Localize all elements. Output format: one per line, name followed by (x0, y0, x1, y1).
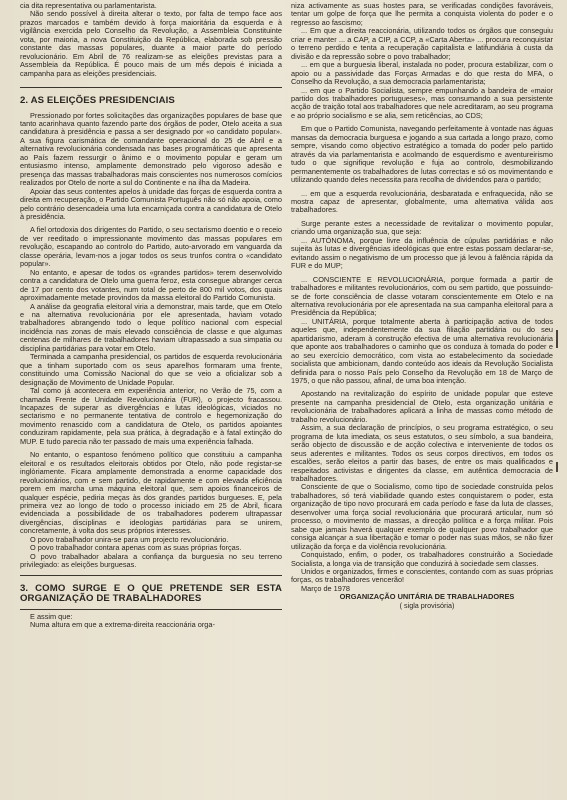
paragraph: O povo trabalhador abalara a confiança da burguesia no seu terreno privilegiado: as eleições burguesas. (20, 551, 282, 570)
paragraph: E assim que: (30, 611, 73, 621)
intro-paragraph: Não sendo possível à direita alterar o texto, por falta de tempo face aos prazos marcados e também devido à força maioritária da esquerda e à vigilância exercida pelo Conselho da Revolução, a Assembleia Constituinte vota, por maioria, a nova Constituição da República, elaborada sob pressão constante das massas populares, duante a maior parte do período revolucionário. Em Abril de 76 realizam-se as eleições previstas para a Assembleia da República. É pouco mais de um mês depois é iniciada a campanha para as eleições presidenciais. (20, 9, 282, 78)
section-divider (20, 575, 282, 576)
paragraph: A fiel ortodoxia dos dirigentes do Partido, o seu sectarismo doentio e o receio de ver reeditado o impressionante movimento das massas populares em revolução, escapando ao controlo do Partido, auto-arvorado em vanguarda da classe operária, levam-nos a jogar todos os seus trunfos contra o «candidato popular». (20, 225, 282, 269)
paragraph: ... em que a burguesia liberal, instalada no poder, procura estabilizar, com o apoio ou a passividade das Forças Armadas e do que resta do MFA, o Conselho da Revolução, a sua democracia parlamentarista; (291, 60, 553, 87)
paragraph: Apostando na revitalização do espírito de unidade popular que esteve presente na campanha presidencial de Otelo, esta organização unitária e revolucionária de trabalhadores aplicará a linha de massas como método de trabalho revolucionário. (291, 389, 553, 424)
section-2-heading: 2. AS ELEIÇÕES PRESIDENCIAIS (20, 95, 175, 107)
paragraph: ... UNITÁRIA, porque totalmente aberta à participação activa de todos aqueles que, independentemente da sua filiação partidária ou do seu apartidarismo, aderam à construção efectiva de uma alternativa revolucionária que aponte aos trabalhadores o caminho que os conduza à tomada do poder e ao seu exercício democrático, com vista ao estabelecimento da sociedade socialista que ambicionam, dando conteúdo aos ideais da Revolução Socialista definida para o nosso País pelo Conselho da Revolução em 18 de Março de 1975, o que não passou, afinal, de uma boa intenção. (291, 316, 553, 386)
paragraph: Assim, a sua declaração de princípios, o seu programa estratégico, o seu programa de luta imediata, os seus estatutos, o seu símbolo, a sua bandeira, serão objecto de discussão e de acção colectiva e interveniente de todos os seus aderentes e militantes. Todos os seus corpos directivos, em todos os escalões, serão eleitos a partir das bases, de entre os mais qualificados e respeitados activistas e dirigentes da classe, em autêntica democracia de trabalhadores. (291, 423, 553, 484)
paragraph: ... AUTÓNOMA, porque livre da influência de cúpulas partidárias e não sujeita às lutas e divergências ideológicas que entre estas possam declarar-se, evitando assim o negativismo de um processo que já levou à falência rápida da FUR e do MUP; (291, 235, 553, 271)
paragraph: No entanto, e apesar de todos os «grandes partidos» terem desenvolvido contra a candidatura de Otelo uma guerra feroz, esta consegue abranger cerca de 17 por cento dos votantes, num total de perto de 800 mil votos, dos quais aproximadamente metade provindos da massa eleitoral do Partido Comunista. (20, 267, 282, 303)
document-date: Março de 1978 (301, 583, 350, 593)
paragraph: niza activamente as suas hostes para, se verificadas condições favoráveis, tentar um golpe de força que lhe permita a conquista violenta do poder e o regresso ao fascismo; (291, 1, 553, 27)
paragraph: Conquistado, enfim, o poder, os trabalhadores construirão a Sociedade Socialista, a longa via de transição que conduzirá à sociedade sem classes. (291, 550, 553, 568)
paragraph: Numa altura em que a extrema-direita reaccionária orga- (30, 620, 215, 630)
section-divider (20, 87, 282, 88)
paragraph: Surge perante estes a necessidade de revitalizar o movimento popular, criando uma organização sua, que seja: (291, 218, 553, 237)
margin-mark (556, 330, 558, 348)
paragraph: A análise da geografia eleitoral viria a demonstrar, mais tarde, que em Otelo e na alternativa revolucionária por ele apresentada, haviam votado trabalhadores abrangendo todo o leque político nacional com especial incidência nas zonas de mais elevado consciência de classe e que algumas centenas de milhares de trabalhadores haviam ultrapassado a sua simpatia ou disciplina partidárias para votar em Otelo. (20, 301, 282, 353)
paragraph: Terminada a campanha presidencial, os partidos de esquerda revolucionária que a tinham suportado com os seus aparelhos formaram uma frente, constituindo uma Comissão Nacional do que se veio a oficializar sob a designação de Movimento de Unidade Popular. (20, 352, 282, 387)
margin-mark (556, 462, 558, 472)
signature-subtitle: ( sigla provisória) (399, 600, 455, 610)
paragraph: O povo trabalhador unira-se para um projecto revolucionário. (30, 534, 229, 544)
paragraph: Consciente de que o Socialismo, como tipo de sociedade construída pelos trabalhadores, só terá viabilidade quando estes conquistarem o poder, esta organização de tipo novo procurará em cada período e fase da luta de classes, desenvolver uma força social revolucionária que procurará articular, num só processo, o movimento de massas, a direcção política e a força militar. Pois sabe que jamais haverá qualquer exemplo de qualquer povo trabalhador que consiga alcançar a sua libertação e tomar o poder nas suas mãos, se não fizer utilização da força e da violência revolucionária. (291, 482, 553, 551)
paragraph: Pressionado por fortes solicitações das organizações populares de base que tanto acarinhava quanto fazendo parte dos órgãos de poder, Otelo aceita a sua candidatura à presidência e passa a ser designado por «o candidato popular». A sua figura carismática de comandante operacional do 25 de Abril e a alternativa revolucionária condensada nas bases programáticas que apresenta ao País fazem ressurgir o ânimo e o movimento popular e geram um entusiasmo intenso, amplamente demonstrado pelo vigoroso adesão e presença das massas trabalhadoras mais conscientes nos numerosos comícios realizados por Otelo de norte a sul do Continente e na ilha da Madeira. (20, 110, 282, 188)
right-column (291, 2, 553, 800)
paragraph: O povo trabalhador contara apenas com as suas próprias forças. (30, 543, 242, 553)
left-column (20, 2, 282, 800)
intro-line: cia dita representativa ou parlamentarista. (20, 1, 157, 10)
paragraph: ... em que o Partido Socialista, sempre empunhando a bandeira de «maior partido dos trabalhadores portugueses», mas consumando a sua persistente acção de traição total aos trabalhadores que nele acreditaram, ao seu programa e ao próprio socialismo e se alia, sem reticências, ao CDS; (291, 85, 553, 120)
paragraph: ... CONSCIENTE E REVOLUCIONÁRIA, porque formada a partir de trabalhadores e militantes revolucionários, com ou sem partido, que possuindo-se de forte consciência de classe votaram conscientemente em Otelo e na alternativa revolucionária por ele apresentada na sua campanha eleitoral para a Presidência da República; (291, 274, 553, 318)
paragraph: ... em que a esquerda revolucionária, desbaratada e enfraquecida, não se mostra capaz de apresentar, globalmente, uma alternativa válida aos trabalhadores. (291, 188, 553, 215)
paragraph: No entanto, o espantoso fenómeno político que constituiu a campanha eleitoral e os resultados eleitorais obtidos por Otelo, não pode registar-se inglòriamente. Ficara amplamente demonstrada a enorme capacidade dos revolucionários, com e sem partido, de rapidamente e com elevada eficiência porem em marcha uma máquina eleitoral que, sem apoios financeiros de qualquer espécie, pediria meças às dos grandes partidos burgueses. E, pela primeira vez ao longo de todo o processo iniciado em 25 de Abril, ficara evidenciada a possibilidade de os trabalhadores poderem ultrapassar divergências, disciplinas e ideologias partidárias para se unirem, concretamente, à volta dos seus próprios interesses. (20, 450, 282, 536)
paragraph: Apoiar das seus contentes apelos à unidade das forças de esquerda contra a direita em recuperação, o Partido Comunista Português não só não apoia, como pelo contrário desencadeia uma luta encarniçada contra a candidatura de Otelo à presidência. (20, 186, 282, 222)
paragraph: Unidos e organizados, firmes e conscientes, contando com as suas próprias forças, os trabalhadores vencerão! (291, 567, 553, 585)
paragraph: Em que o Partido Comunista, navegando perfeitamente à vontade nas águas mansas da democracia burguesa e jogando a sua cartada a longo prazo, como sempre, visando como objectivo estratégico a tomada do poder pelo partido através da via parlamentarista e acolmando de esquerdismo e aventureirismo tudo o que signifique revolução e fuja ao controlo, desmobilizando permanentemente os trabalhadores de lutas correctas e só os movimentando e utilizando quando deles necessita para recolha de dividendos para o partido; (291, 124, 553, 185)
paragraph: Tal como já acontecera em experiência anterior, no Verão de 75, com a chamada Frente de Unidade Revolucionária (FUR), o projecto fracassou. Incapazes de superar as divergências e lutas ideológicas, viciados no sectarismo e no permanente tentativa de controlo e hegemonização do movimento renascido com a candidatura de Otelo, os partidos apoiantes conduziram rapidamente, pela sua prática, à degradação e à fatal extinção do MUP. E tudo parecia não ter passado de mais uma experiência falhada. (20, 386, 282, 446)
signature-organization: ORGANIZAÇÃO UNITÁRIA DE TRABALHADORES (339, 592, 515, 602)
section-divider (20, 609, 282, 610)
section-3-heading: 3. COMO SURGE E O QUE PRETENDE SER ESTA ORGANIZAÇÃO DE TRABALHADORES (20, 582, 282, 605)
paragraph: ... Em que a direita reaccionária, utilizando todos os órgãos que conseguiu criar e manter ... a CAP, a CIP, a CCP, a «Carta Aberta» ... procura reconquistar o terreno perdido e tenta a recuperação capitalista e latifundiária à custa da divisão e da repressão sobre o povo trabalhador; (291, 26, 553, 61)
